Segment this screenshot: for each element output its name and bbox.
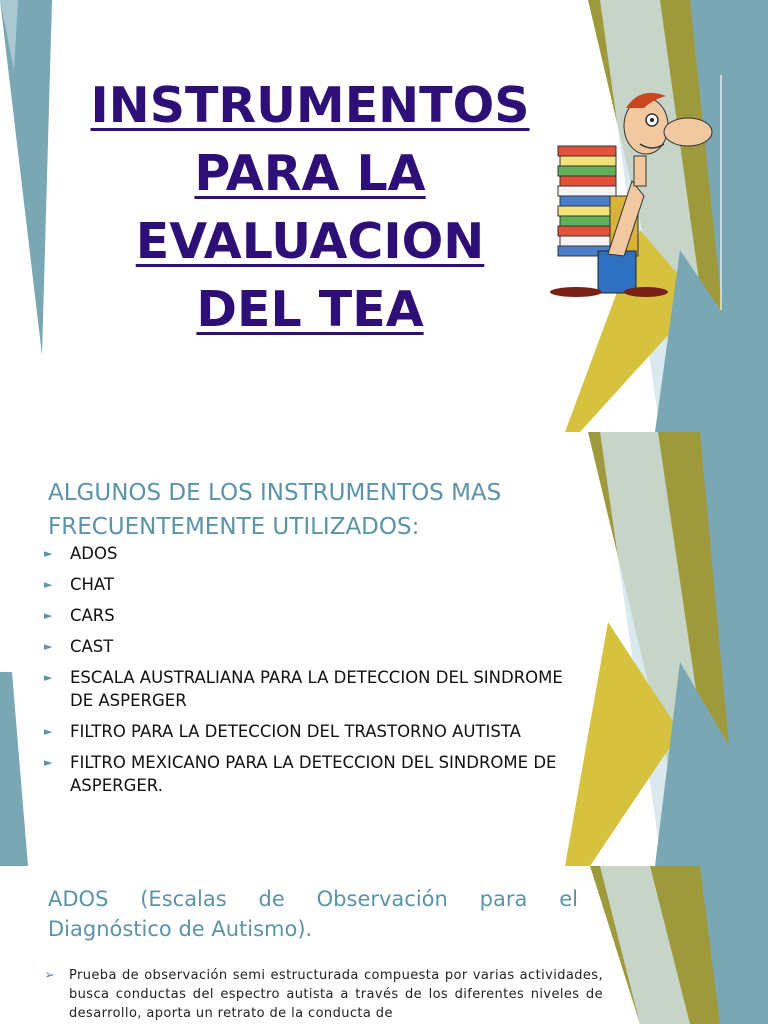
- list-item: [44, 573, 584, 596]
- slide-instruments: [0, 432, 768, 866]
- list-item-text: FILTRO PARA LA DETECCION DEL TRASTORNO AUTISTA: [70, 722, 521, 741]
- man-carrying-books-illustration: [548, 86, 718, 301]
- left-teal-shard: [0, 0, 52, 355]
- list-item-text: CHAT: [70, 575, 115, 594]
- slide-ados: [0, 866, 768, 1024]
- slide-title: [0, 0, 768, 432]
- slide-title-text: [60, 72, 560, 344]
- list-item: [44, 751, 584, 797]
- list-item-text: ESCALA AUSTRALIANA PARA LA DETECCION DEL SINDROME DE ASPERGER: [70, 668, 563, 710]
- list-item-text: FILTRO MEXICANO PARA LA DETECCION DEL SINDROME DE ASPERGER.: [70, 753, 557, 795]
- list-item: [44, 604, 584, 627]
- list-item: [44, 666, 584, 712]
- paragraph-text: Prueba de observación semi estructurada compuesta por varias actividades, busca conductas del espectro autista a través de los diferentes niveles de desarrollo, aporta un retrato de la conducta de: [69, 968, 603, 1021]
- triangle-right-icon: ►: [44, 725, 53, 738]
- section-heading: ADOS (Escalas de Observación para el Diagnóstico de Autismo).: [48, 887, 578, 941]
- list-item: [44, 635, 584, 658]
- list-item-text: CARS: [70, 606, 115, 625]
- left-teal-shard: [0, 672, 28, 866]
- section-heading: ALGUNOS DE LOS INSTRUMENTOS MAS FRECUENTEMENTE UTILIZADOS:: [48, 480, 502, 540]
- paragraph: [44, 966, 603, 1023]
- triangle-right-icon: ►: [44, 640, 53, 653]
- title-line: PARA LA: [194, 145, 426, 202]
- title-line: DEL TEA: [196, 281, 424, 338]
- list-item: [44, 720, 584, 743]
- list-item-text: CAST: [70, 637, 114, 656]
- title-line: INSTRUMENTOS: [90, 77, 530, 134]
- triangle-right-icon: ►: [44, 756, 53, 769]
- triangle-right-icon: ►: [44, 671, 53, 684]
- books-stack-icon: [558, 146, 616, 256]
- instrument-list: [44, 542, 584, 805]
- arrow-bullet-icon: ➢: [44, 968, 56, 983]
- triangle-right-icon: ►: [44, 609, 53, 622]
- triangle-right-icon: ►: [44, 578, 53, 591]
- list-item: [44, 542, 584, 565]
- triangle-right-icon: ►: [44, 547, 53, 560]
- title-line: EVALUACION: [135, 213, 485, 270]
- list-item-text: ADOS: [70, 544, 118, 563]
